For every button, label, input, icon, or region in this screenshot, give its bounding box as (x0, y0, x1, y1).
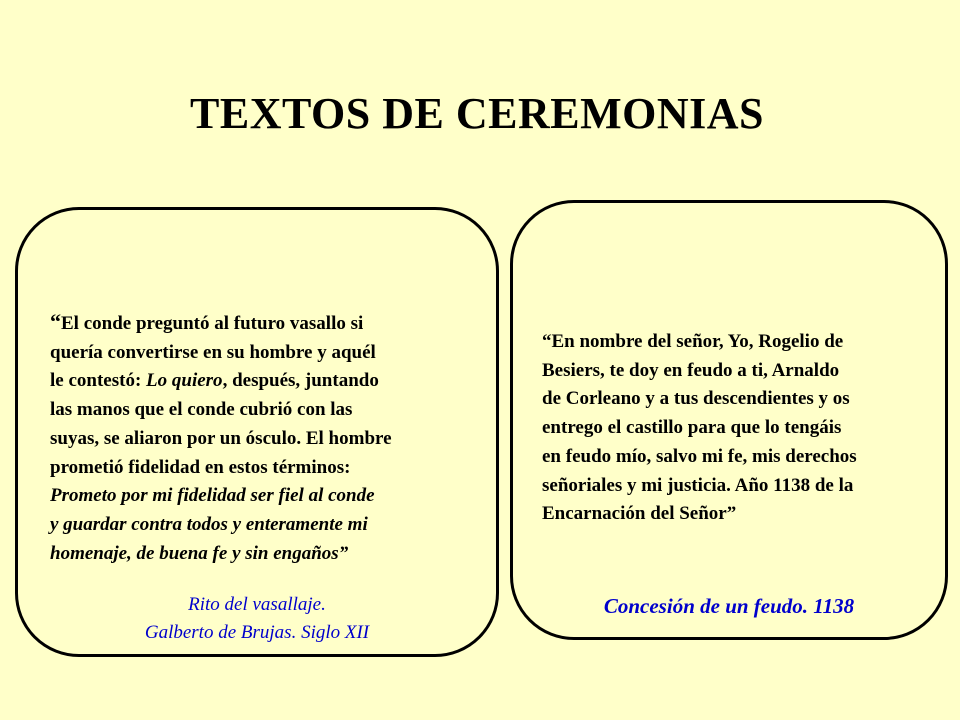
quote-line: suyas, se aliaron por un ósculo. El hombre (50, 427, 392, 449)
quote-line-italic: homenaje, de buena fe y sin engaños” (50, 542, 349, 564)
quote-line: Besiers, te doy en feudo a ti, Arnaldo (542, 359, 840, 381)
quote-line: “El conde preguntó al futuro vasallo si (50, 309, 364, 334)
quote-line-italic: y guardar contra todos y enteramente mi (50, 513, 368, 535)
fief-grant-source: Concesión de un feudo. 1138 (603, 594, 855, 618)
quote-line: prometió fidelidad en estos términos: (50, 456, 351, 478)
quote-line: “En nombre del señor, Yo, Rogelio de (542, 331, 844, 352)
quote-line: en feudo mío, salvo mi fe, mis derechos (542, 445, 857, 467)
quote-line: entrego el castillo para que lo tengáis (542, 417, 842, 439)
fief-grant-quote (542, 328, 952, 529)
vassalage-rite-source (18, 591, 496, 647)
page-title: TEXTOS DE CEREMONIAS (190, 89, 764, 138)
quote-line: las manos que el conde cubrió con las (50, 399, 353, 421)
quote-line: quería convertirse en su hombre y aquél (50, 341, 376, 363)
vassalage-rite-quote (50, 308, 495, 568)
quote-line: le contestó: Lo quiero, después, juntando (50, 370, 379, 392)
quote-emphasis: Lo quiero (146, 370, 223, 392)
fief-grant-card (510, 200, 948, 640)
source-author: Galberto de Brujas. Siglo XII (144, 622, 370, 643)
quote-line-italic: Prometo por mi fidelidad ser fiel al conde (50, 485, 375, 507)
vassalage-rite-card (15, 207, 499, 657)
quote-line: Encarnación del Señor” (542, 503, 737, 525)
quote-line: señoriales y mi justicia. Año 1138 de la (542, 474, 854, 496)
quote-line: de Corleano y a tus descendientes y os (542, 388, 850, 410)
opening-quote-mark: “ (50, 309, 61, 334)
source-title: Rito del vasallaje. (188, 594, 326, 615)
